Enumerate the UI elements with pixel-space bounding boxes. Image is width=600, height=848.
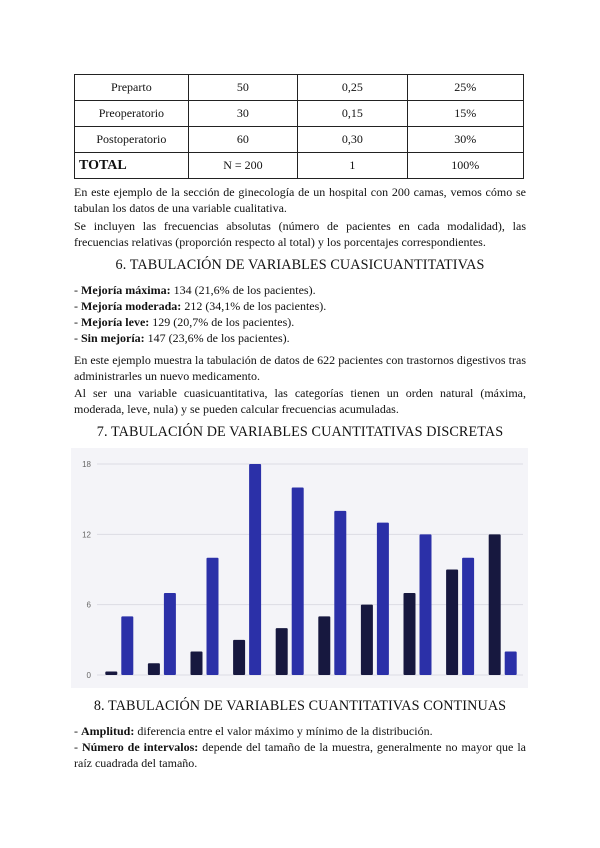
bar-series-2 [334, 511, 346, 675]
section-6-heading: 6. TABULACIÓN DE VARIABLES CUASICUANTITATIVAS [115, 257, 485, 273]
list-item: - Amplitud: diferencia entre el valor máximo y mínimo de la distribución. [74, 724, 433, 738]
item-text: 134 (21,6% de los pacientes). [170, 283, 316, 297]
table-cell: Postoperatorio [75, 127, 189, 153]
bar-series-2 [249, 464, 261, 675]
list-item: - Mejoría leve: 129 (20,7% de los pacientes). [74, 315, 295, 329]
bar-chart [71, 448, 528, 688]
item-label: Mejoría leve: [81, 315, 150, 329]
table-cell: 100% [407, 153, 523, 179]
y-tick-label: 0 [86, 671, 91, 680]
table-cell: 30% [407, 127, 523, 153]
item-label: Mejoría máxima: [81, 283, 171, 297]
bar-series-1 [276, 628, 288, 675]
list-item: - Número de intervalos: depende del tamaño de la muestra, generalmente no mayor que la raíz cuadrada del tamaño. [74, 740, 526, 770]
table-cell: 0,15 [298, 101, 407, 127]
bar-series-1 [105, 671, 117, 675]
list-item: - Sin mejoría: 147 (23,6% de los pacientes). [74, 331, 290, 345]
table-cell: Preoperatorio [75, 101, 189, 127]
section-8-heading: 8. TABULACIÓN DE VARIABLES CUANTITATIVAS CONTINUAS [93, 698, 507, 714]
table-row-total [75, 153, 524, 179]
section-6-paragraph-1: En este ejemplo muestra la tabulación de datos de 622 pacientes con trastornos digestivos tras administrarles un nuevo medicamento. [74, 353, 526, 383]
table-row [75, 75, 524, 101]
table-cell: 25% [407, 75, 523, 101]
table-cell: TOTAL [75, 153, 189, 179]
bar-series-2 [505, 652, 517, 675]
table-cell: Preparto [75, 75, 189, 101]
item-text: 129 (20,7% de los pacientes). [149, 315, 295, 329]
bar-series-2 [164, 593, 176, 675]
table-row [75, 127, 524, 153]
table-row [75, 101, 524, 127]
table-cell: N = 200 [188, 153, 297, 179]
y-tick-label: 6 [86, 600, 91, 610]
bar-series-1 [191, 652, 203, 675]
bar-series-1 [361, 605, 373, 675]
list-item: - Mejoría máxima: 134 (21,6% de los pacientes). [74, 283, 316, 297]
table-cell: 30 [188, 101, 297, 127]
section-7-heading: 7. TABULACIÓN DE VARIABLES CUANTITATIVAS DISCRETAS [96, 424, 504, 440]
bar-series-1 [318, 616, 330, 675]
bar-series-2 [121, 616, 133, 675]
table-cell: 15% [407, 101, 523, 127]
bar-series-2 [292, 487, 304, 675]
list-item: - Mejoría moderada: 212 (34,1% de los pacientes). [74, 299, 327, 313]
item-label: Amplitud: [81, 724, 135, 738]
frequency-table [74, 74, 524, 179]
bar-series-1 [404, 593, 416, 675]
intro-paragraph-2: Se incluyen las frecuencias absolutas (número de pacientes en cada modalidad), las frecuencias relativas (proporción respecto al total) y los porcentajes correspondientes. [74, 219, 526, 249]
item-text: diferencia entre el valor máximo y mínimo de la distribución. [134, 724, 433, 738]
item-label: Sin mejoría: [81, 331, 145, 345]
item-text: depende del tamaño de la muestra, generalmente no mayor que la raíz cuadrada del tamaño. [74, 740, 526, 770]
table-cell: 50 [188, 75, 297, 101]
bar-series-1 [446, 570, 458, 676]
table-cell: 0,30 [298, 127, 407, 153]
bar-series-1 [489, 534, 501, 675]
table-cell: 60 [188, 127, 297, 153]
bar-series-2 [377, 523, 389, 675]
table-cell: 1 [298, 153, 407, 179]
item-text: 147 (23,6% de los pacientes). [144, 331, 290, 345]
item-label: Número de intervalos: [81, 740, 199, 754]
bar-series-1 [148, 663, 160, 675]
bar-series-1 [233, 640, 245, 675]
y-tick-label: 18 [82, 460, 91, 469]
item-text: 212 (34,1% de los pacientes). [181, 299, 327, 313]
bar-series-2 [207, 558, 219, 675]
y-tick-label: 12 [82, 530, 91, 540]
table-cell: 0,25 [298, 75, 407, 101]
bar-chart-svg [71, 448, 528, 688]
item-label: Mejoría moderada: [81, 299, 182, 313]
intro-paragraph-1: En este ejemplo de la sección de ginecología de un hospital con 200 camas, vemos cómo se tabulan los datos de una variable cualitativa. [74, 185, 526, 215]
section-6-paragraph-2: Al ser una variable cuasicuantitativa, las categorías tienen un orden natural (máxima, moderada, leve, nula) y se pueden calcular frecuencias acumuladas. [74, 386, 526, 416]
bar-series-2 [462, 558, 474, 675]
bar-series-2 [420, 534, 432, 675]
